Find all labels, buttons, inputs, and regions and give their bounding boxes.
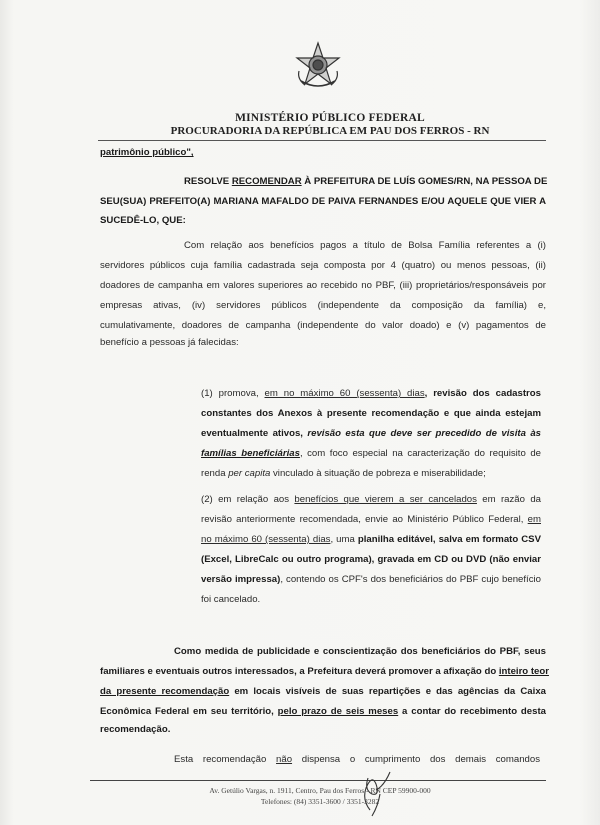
resolve-line-2: SEU(SUA) PREFEITO(A) MARIANA MAFALDO DE PAIVA FERNANDES E/OU AQUELE QUE VIER A	[100, 196, 546, 207]
p1-line-4: empresas ativas, (iv) servidores públicos (independente da composição da família) e,	[100, 300, 546, 311]
item2-line-5	[201, 574, 541, 586]
p1-line-2: servidores públicos cuja família cadastrada seja composta por 4 (quatro) ou menos pessoas, (ii)	[100, 260, 546, 271]
resolve-word: RESOLVE	[184, 176, 232, 187]
p1-line-6: benefício a pessoas já falecidas:	[100, 337, 239, 348]
item2-deadline: no máximo 60 (sessenta) dias	[201, 534, 331, 545]
item1-per-capita: per capita	[228, 468, 271, 479]
item1-line-4	[201, 448, 541, 460]
item2-cpf: , contendo os CPF's dos beneficiários do PBF cujo benefício	[280, 574, 541, 585]
item2-versao: versão impressa)	[201, 574, 281, 585]
footer-address: Av. Getúlio Vargas, n. 1911, Centro, Pau dos Ferros - RN CEP 59900-000	[209, 786, 431, 795]
item1-renda: renda	[201, 468, 229, 479]
item2-line-2	[201, 514, 541, 526]
p1-line-1: Com relação aos benefícios pagos a título de Bolsa Família referentes a (i)	[184, 240, 546, 251]
item1-line-2: constantes dos Anexos à presente recomendação e que ainda estejam	[201, 408, 541, 419]
p2-presente: da presente recomendação	[100, 686, 230, 697]
resolve-line-3: SUCEDÊ-LO, QUE:	[100, 215, 186, 226]
item1-revisao-italic: revisão esta que deve ser precedido de visita às	[307, 428, 542, 439]
item1-ativos: eventualmente ativos,	[201, 428, 308, 439]
p2-locais: em locais visíveis de suas repartições e das agências da Caixa	[229, 686, 546, 697]
p3-dispensa: dispensa o cumprimento dos demais comandos	[292, 754, 540, 765]
p2-prazo: pelo prazo de seis meses	[277, 706, 399, 717]
p2-line-3	[100, 686, 546, 698]
item1-lead: (1) promova,	[201, 388, 265, 399]
item1-line-5	[201, 468, 486, 480]
p2-line-4	[100, 706, 546, 718]
p2-line-2	[100, 666, 549, 678]
item2-uma: , uma	[330, 534, 358, 545]
item2-razao: em razão da	[476, 494, 542, 505]
item2-planilha: planilha editável, salva em formato CSV	[357, 534, 541, 545]
resolve-line-1	[184, 176, 546, 188]
item2-line-3	[201, 534, 541, 546]
item1-deadline: em no máximo 60 (sessenta) dias	[264, 388, 425, 399]
item2-revisao: revisão anteriormente recomendada, envie ao Ministério Público Federal,	[201, 514, 528, 525]
footer-phone: Telefones: (84) 3351-3600 / 3351-3282	[260, 797, 380, 806]
recomendar-word: RECOMENDAR	[231, 176, 302, 187]
p2-inteiro-teor: inteiro teor	[498, 666, 549, 677]
p1-line-5: cumulativamente, doadores de campanha (independente do valor doado) e (v) pagamentos de	[100, 320, 546, 331]
intro-text: patrimônio público",	[100, 147, 194, 158]
p1-line-3: doadores de campanha em valores superiores ao recebido no PBF, (iii) proprietários/responsáveis por	[100, 280, 546, 291]
footer-divider	[90, 780, 546, 781]
p2-economica: Econômica Federal em seu território,	[100, 706, 278, 717]
item1-line-3	[201, 428, 541, 440]
p2-familiares: familiares e eventuais outros interessados, a Prefeitura deverá promover a afixação do	[100, 666, 499, 677]
p3-esta: Esta recomendação	[174, 754, 277, 765]
header-ministry: MINISTÉRIO PÚBLICO FEDERAL	[235, 112, 425, 124]
p2-line-1: Como medida de publicidade e conscientização dos beneficiários do PBF, seus	[174, 646, 546, 657]
resolve-target: À PREFEITURA DE LUÍS GOMES/RN, NA PESSOA DE	[301, 176, 548, 187]
initials-signature-icon	[350, 760, 400, 820]
item1-revisao: , revisão dos cadastros	[424, 388, 541, 399]
item1-familias: famílias beneficiárias	[201, 448, 300, 459]
header-divider	[98, 140, 546, 141]
item1-pobreza: vinculado à situação de pobreza e miserabilidade;	[270, 468, 486, 479]
brazil-coat-of-arms-icon	[293, 41, 343, 91]
item2-line-6: foi cancelado.	[201, 594, 261, 605]
item1-line-1	[201, 388, 541, 400]
item1-foco: , com foco especial na caracterização do requisito de	[299, 448, 542, 459]
item2-cancelados: benefícios que vierem a ser cancelados	[294, 494, 477, 505]
item2-lead: (2) em relação aos	[201, 494, 295, 505]
p3-nao: não	[276, 754, 293, 765]
item2-line-4: (Excel, LibreCalc ou outro programa), gravada em CD ou DVD (não enviar	[201, 554, 541, 565]
item2-line-1	[201, 494, 541, 506]
intro-line	[100, 147, 194, 159]
item2-em: em	[527, 514, 541, 525]
p2-line-5: recomendação.	[100, 724, 171, 735]
p2-contar: a contar do recebimento desta	[398, 706, 546, 717]
header-procuradoria: PROCURADORIA DA REPÚBLICA EM PAU DOS FERROS - RN	[170, 125, 490, 137]
